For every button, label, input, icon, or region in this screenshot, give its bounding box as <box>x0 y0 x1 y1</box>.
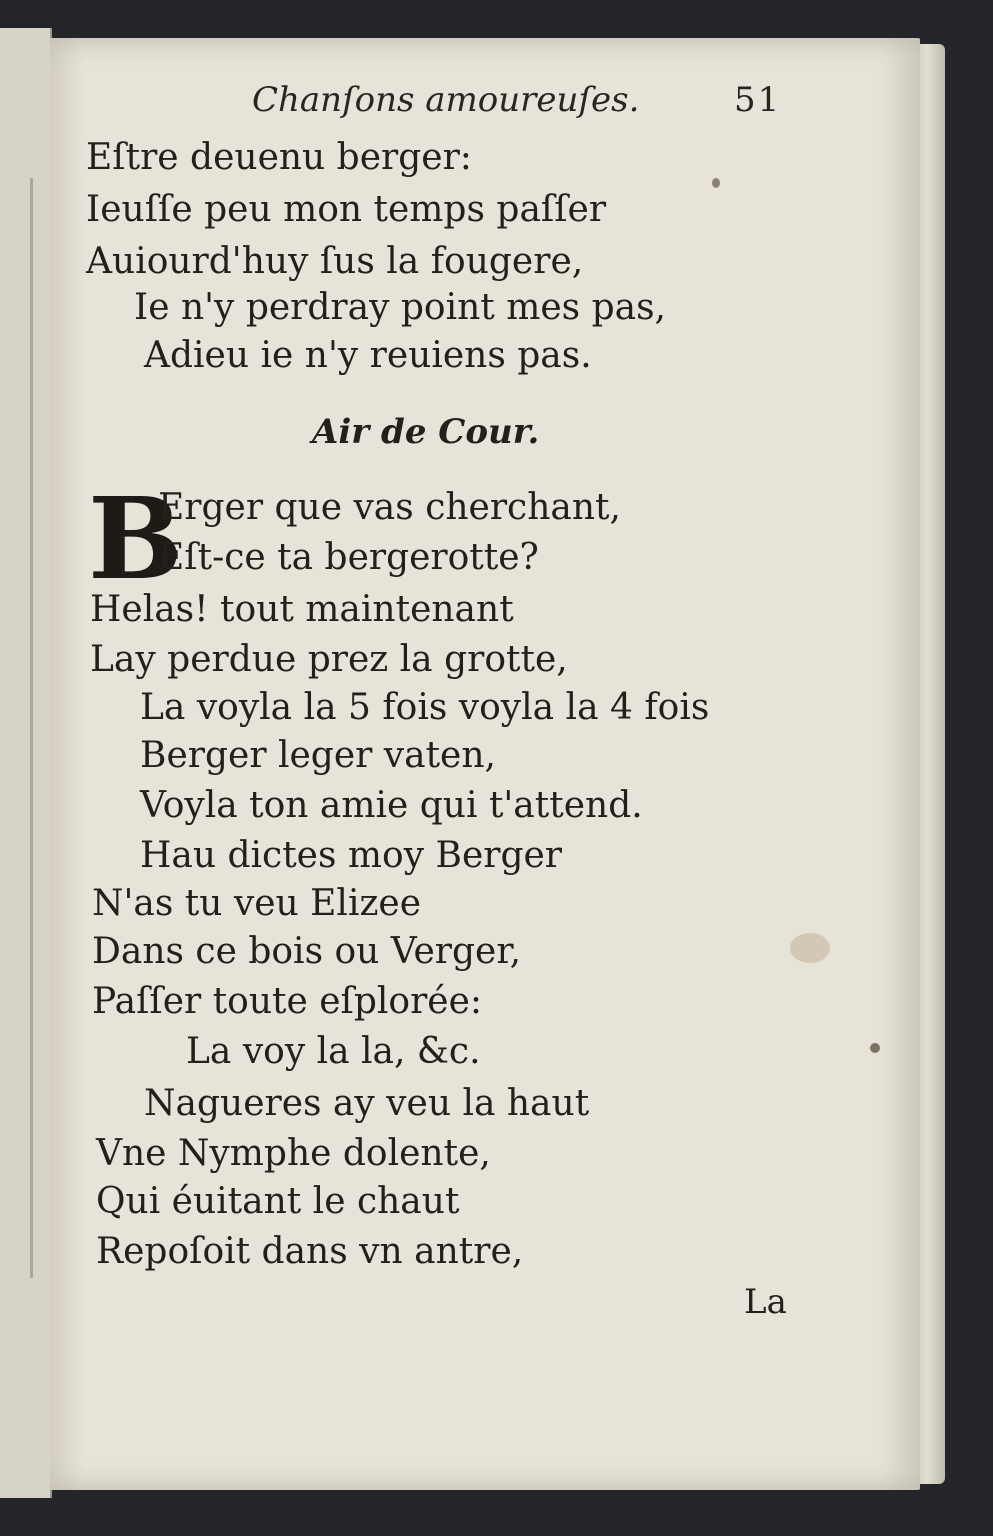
verse-line: Qui éuitant le chaut <box>96 1181 460 1222</box>
verse-line: Adieu ie n'y reuiens pas. <box>144 335 592 376</box>
running-title: Chanſons amoureuſes. <box>252 80 640 120</box>
verse-line: Helas! tout maintenant <box>90 589 514 630</box>
verse-line: N'as tu veu Elizee <box>92 883 422 924</box>
verse-line: Berger leger vaten, <box>140 735 496 776</box>
verse-line: Vne Nymphe dolente, <box>96 1133 491 1174</box>
verse-line: Nagueres ay veu la haut <box>144 1083 590 1124</box>
paper-spot <box>712 178 720 188</box>
verse-line: Ie n'y perdray point mes pas, <box>134 287 667 328</box>
verse-line: Auiourd'huy ſus la fougere, <box>86 241 584 282</box>
verse-line: Eſtre deuenu berger: <box>86 137 472 178</box>
paper-stain <box>790 933 830 963</box>
verse-line: Lay perdue prez la grotte, <box>90 639 568 680</box>
paper-spot <box>870 1043 880 1053</box>
verse-line: La voy la la, &c. <box>186 1031 481 1072</box>
verse-line: Repoſoit dans vn antre, <box>96 1231 524 1272</box>
verse-line: Ieuſſe peu mon temps paſſer <box>86 189 607 230</box>
facing-page-edge <box>0 28 52 1498</box>
facing-page-print-bleed <box>30 178 47 1278</box>
verse-line: Erger que vas cherchant, <box>158 487 621 528</box>
verse-line: Eſt-ce ta bergerotte? <box>158 537 539 578</box>
drop-capital: B <box>88 474 183 605</box>
verse-line: Dans ce bois ou Verger, <box>92 931 522 972</box>
verse-line: La voyla la 5 fois voyla la 4 fois <box>140 687 710 728</box>
catchword: La <box>744 1282 787 1322</box>
page-number: 51 <box>734 80 782 120</box>
section-title: Air de Cour. <box>312 412 540 452</box>
verse-line: Voyla ton amie qui t'attend. <box>140 785 643 826</box>
verse-line: Hau dictes moy Berger <box>140 835 563 876</box>
verse-line: Paſſer toute eſplorée: <box>92 981 483 1022</box>
